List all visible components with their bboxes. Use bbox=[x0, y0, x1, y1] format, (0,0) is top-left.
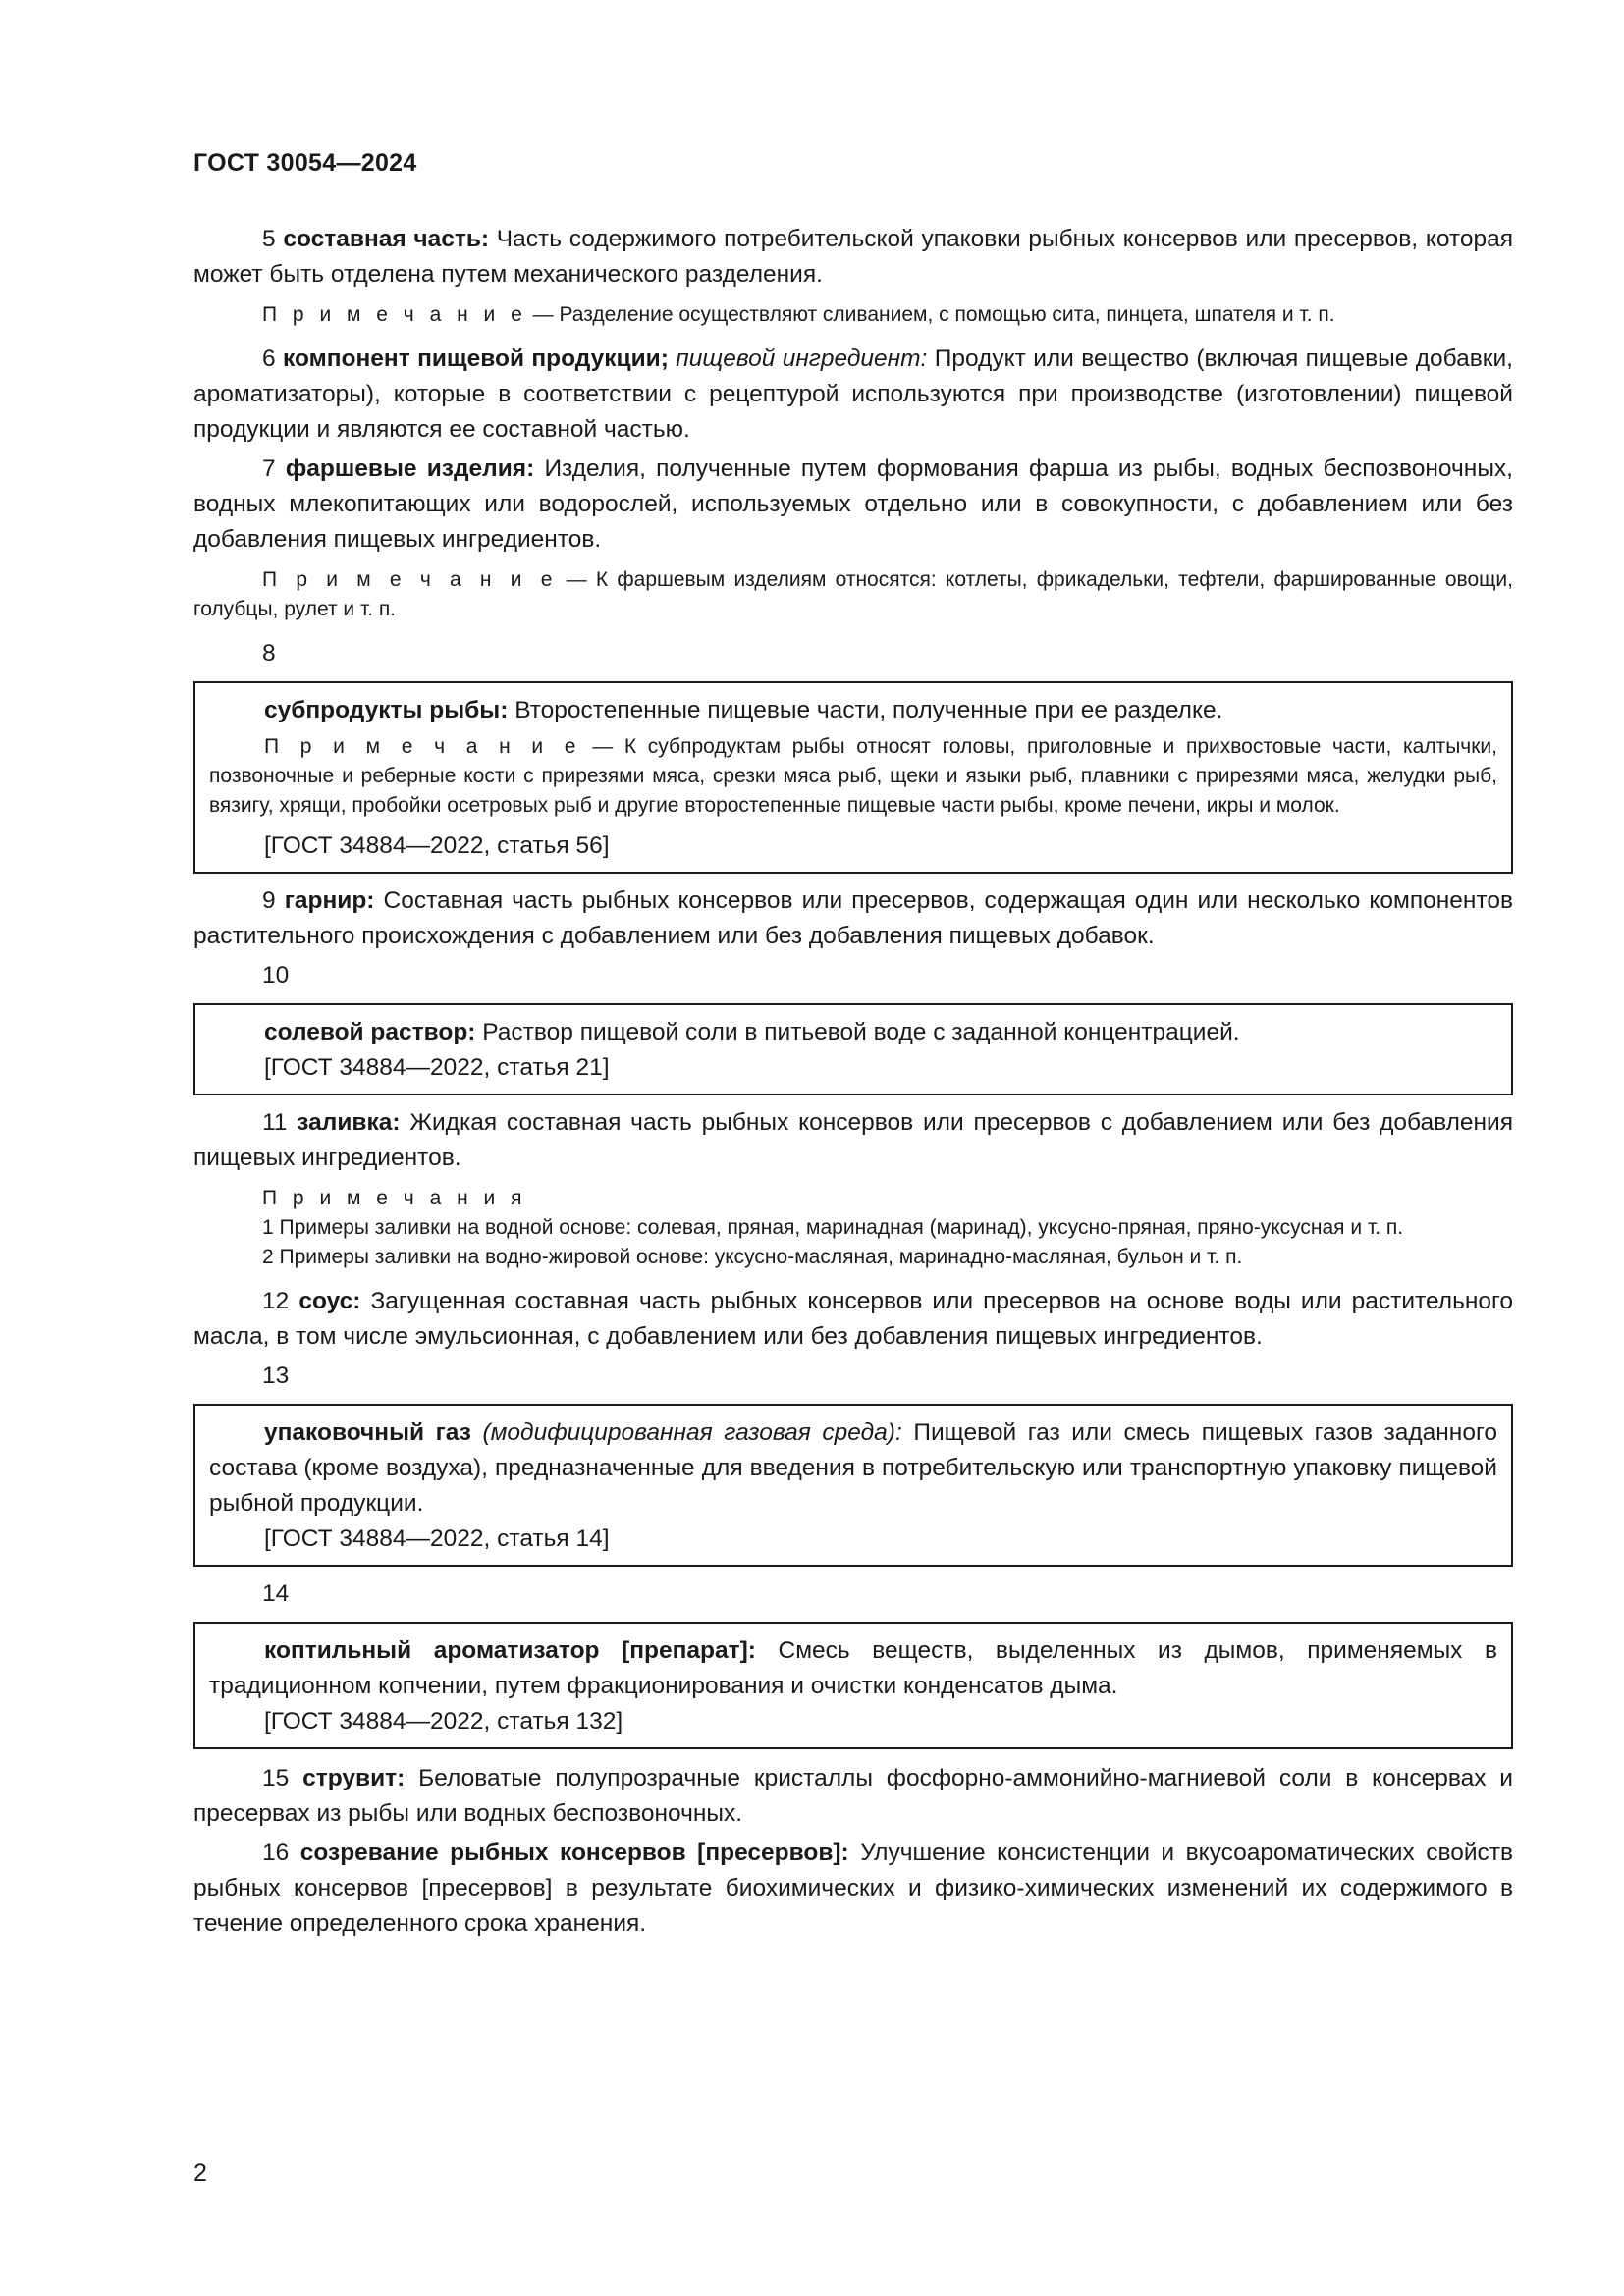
term-entry-12: 12 соус: Загущенная составная часть рыбных консервов или пресервов на основе воды или растительного масла, в том числе эмульсионная, с добавлением или без добавления пищевых ингредиентов. bbox=[193, 1288, 1514, 1350]
document-header: ГОСТ 30054—2024 bbox=[193, 149, 417, 177]
term-entry-5: 5 составная часть: Часть содержимого потребительской упаковки рыбных консервов или пресервов, которая может быть отделена путем механического разделения. bbox=[193, 226, 1513, 288]
term-entry-15: 15 струвит: Беловатые полупрозрачные кристаллы фосфорно-аммонийно-магниевой соли в консервах и пресервах из рыбы или водных беспозвоночных. bbox=[193, 1765, 1513, 1827]
term-title: заливка: bbox=[297, 1109, 401, 1136]
quoted-term-box-14 bbox=[193, 1622, 1513, 1749]
term-title: компонент пищевой продукции; bbox=[283, 346, 669, 372]
note-item: 2 Примеры заливки на водно-жировой основе: уксусно-масляная, маринадно-масляная, бульон и т. п. bbox=[262, 1246, 1243, 1268]
term-definition: Второстепенные пищевые части, полученные при ее разделке. bbox=[514, 697, 1223, 723]
term-definition: Улучшение консистенции и вкусоароматических свойств рыбных консервов [пресервов] в результате биохимических и физико-химических изменений их содержимого в течение определенного срока хранения. bbox=[193, 1840, 1514, 1937]
term-entry-16: 16 созревание рыбных консервов [пресервов]: Улучшение консистенции и вкусоароматических свойств рыбных консервов [пресервов] в результате биохимических и физико-химических изменений их содержимого в течение определенного срока хранения. bbox=[193, 1840, 1514, 1937]
term-entry-10 bbox=[209, 1015, 1497, 1050]
source-reference: [ГОСТ 34884—2022, статья 14] bbox=[264, 1525, 610, 1552]
term-number-8: 8 bbox=[262, 640, 276, 667]
term-note: П р и м е ч а н и е — Разделение осуществляют сливанием, с помощью сита, пинцета, шпателя и т. п. bbox=[262, 303, 1335, 326]
term-title: упаковочный газ bbox=[264, 1419, 471, 1446]
note-item: 1 Примеры заливки на водной основе: солевая, пряная, маринадная (маринад), уксусно-пряная, пряно-уксусная и т. п. bbox=[262, 1216, 1404, 1239]
term-title: струвит: bbox=[302, 1765, 406, 1791]
term-entry-8 bbox=[209, 693, 1497, 728]
source-reference: [ГОСТ 34884—2022, статья 21] bbox=[264, 1054, 610, 1081]
term-number-13: 13 bbox=[262, 1362, 290, 1389]
term-synonym: (модифицированная газовая среда): bbox=[482, 1419, 902, 1446]
term-definition: Пищевой газ или смесь пищевых газов заданного состава (кроме воздуха), предназначенные для введения в потребительскую или транспортную упаковку пищевой рыбной продукции. bbox=[209, 1419, 1497, 1517]
term-title: субпродукты рыбы: bbox=[264, 697, 509, 723]
term-title: соус: bbox=[298, 1288, 361, 1314]
term-synonym: пищевой ингредиент: bbox=[676, 346, 928, 372]
term-definition: Жидкая составная часть рыбных консервов или пресервов с добавлением или без добавления пищевых ингредиентов. bbox=[193, 1109, 1514, 1171]
term-entry-7: 7 фаршевые изделия: Изделия, полученные путем формования фарша из рыбы, водных беспозвоночных, водных млекопитающих или водорослей, используемых отдельно или в совокупности, с добавлением или без добавления пищевых ингредиентов. bbox=[193, 455, 1513, 553]
term-definition: Беловатые полупрозрачные кристаллы фосфорно-аммонийно-магниевой соли в консервах и пресервах из рыбы или водных беспозвоночных. bbox=[193, 1765, 1513, 1827]
term-number-10: 10 bbox=[262, 962, 290, 988]
source-reference: [ГОСТ 34884—2022, статья 56] bbox=[264, 832, 610, 859]
term-definition: Раствор пищевой соли в питьевой воде с заданной концентрацией. bbox=[482, 1019, 1240, 1045]
source-reference: [ГОСТ 34884—2022, статья 132] bbox=[264, 1708, 623, 1735]
term-title: гарнир: bbox=[284, 887, 375, 914]
quoted-term-box-10 bbox=[193, 1003, 1513, 1095]
term-number-14: 14 bbox=[262, 1580, 290, 1607]
document-body bbox=[193, 222, 1513, 1946]
page-number: 2 bbox=[193, 2160, 207, 2187]
term-definition: Продукт или вещество (включая пищевые добавки, ароматизаторы), которые в соответствии с рецептурой используются при производстве (изготовлении) пищевой продукции и являются ее составной частью. bbox=[193, 346, 1513, 443]
term-entry-13 bbox=[209, 1415, 1497, 1522]
term-entry-11: 11 заливка: Жидкая составная часть рыбных консервов или пресервов с добавлением или без добавления пищевых ингредиентов. bbox=[193, 1109, 1514, 1171]
quoted-term-box-13 bbox=[193, 1404, 1513, 1567]
term-entry-6: 6 компонент пищевой продукции; пищевой ингредиент: Продукт или вещество (включая пищевые добавки, ароматизаторы), которые в соответствии с рецептурой используются при производстве (изготовлении) пищевой продукции и являются ее составной частью. bbox=[193, 346, 1513, 443]
quoted-term-box-8 bbox=[193, 681, 1513, 874]
term-definition: Загущенная составная часть рыбных консервов или пресервов на основе воды или растительного масла, в том числе эмульсионная, с добавлением или без добавления пищевых ингредиентов. bbox=[193, 1288, 1514, 1350]
term-entry-9: 9 гарнир: Составная часть рыбных консервов или пресервов, содержащая один или несколько компонентов растительного происхождения с добавлением или без добавления пищевых добавок. bbox=[193, 887, 1513, 949]
term-note: П р и м е ч а н и е — К фаршевым изделиям относятся: котлеты, фрикадельки, тефтели, фаршированные овощи, голубцы, рулет и т. п. bbox=[193, 568, 1513, 620]
term-note: П р и м е ч а н и е — К субпродуктам рыбы относят головы, приголовные и прихвостовые части, калтычки, позвоночные и реберные кости с прирезями мяса, срезки мяса рыб, щеки и языки рыб, плавники с прирезями мяса, желудки рыб, вязигу, хрящи, пробойки осетровых рыб и другие второстепенные пищевые части рыбы, кроме печени, икры и молок. bbox=[209, 735, 1497, 817]
term-definition: Часть содержимого потребительской упаковки рыбных консервов или пресервов, которая может быть отделена путем механического разделения. bbox=[193, 226, 1513, 288]
term-title: созревание рыбных консервов [пресервов]: bbox=[299, 1840, 849, 1866]
notes-heading: П р и м е ч а н и я bbox=[262, 1187, 527, 1209]
term-definition: Смесь веществ, выделенных из дымов, применяемых в традиционном копчении, путем фракционирования и очистки конденсатов дыма. bbox=[209, 1637, 1497, 1699]
term-title: фаршевые изделия: bbox=[285, 455, 535, 482]
term-title: коптильный ароматизатор [препарат]: bbox=[264, 1637, 756, 1664]
term-title: составная часть: bbox=[283, 226, 490, 252]
term-entry-14 bbox=[209, 1633, 1497, 1704]
term-definition: Составная часть рыбных консервов или пресервов, содержащая один или несколько компонентов растительного происхождения с добавлением или без добавления пищевых добавок. bbox=[193, 887, 1513, 949]
term-definition: Изделия, полученные путем формования фарша из рыбы, водных беспозвоночных, водных млекопитающих или водорослей, используемых отдельно или в совокупности, с добавлением или без добавления пищевых ингредиентов. bbox=[193, 455, 1513, 553]
term-title: солевой раствор: bbox=[264, 1019, 476, 1045]
